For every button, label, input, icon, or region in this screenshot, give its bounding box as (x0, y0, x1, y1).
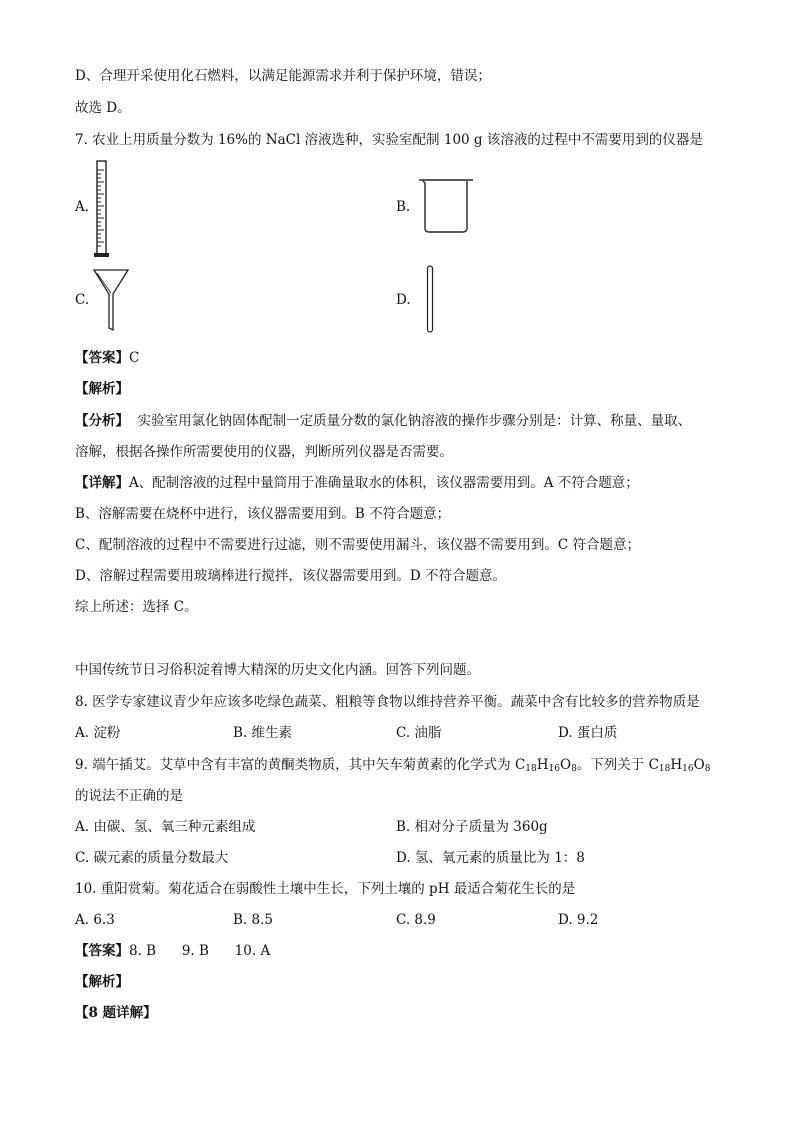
prev-option-d-text: D、合理开采使用化石燃料，以满足能源需求并利于保护环境，错误； (75, 68, 491, 84)
q9-option-c: C. 碳元素的质量分数最大 (75, 850, 229, 866)
q9-stem-mid: 。下列关于 C (576, 757, 659, 773)
q7-detail-a (75, 474, 639, 492)
q9-option-a: A. 由碳、氢、氧三种元素组成 (75, 819, 256, 835)
q7-detail-d: D、溶解过程需要用玻璃棒进行搅拌，该仪器需要用到。D 不符合题意。 (75, 568, 506, 584)
q9-option-b: B. 相对分子质量为 360g (396, 819, 548, 835)
glass-rod-icon (426, 265, 434, 333)
q8-option-c: C. 油脂 (396, 725, 442, 741)
q9-sub-h2: 16 (682, 764, 694, 774)
q7-detail-b: B、溶解需要在烧杯中进行，该仪器需要用到。B 不符合题意； (75, 506, 451, 522)
q10-option-c: C. 8.9 (396, 912, 436, 928)
q8-option-b: B. 维生素 (233, 725, 293, 741)
q10-option-a: A. 6.3 (75, 912, 115, 928)
beaker-icon (417, 177, 475, 235)
q8-option-a: A. 淀粉 (75, 725, 121, 741)
group-intro: 中国传统节日习俗积淀着博大精深的历史文化内涵。回答下列问题。 (75, 662, 480, 678)
q9-sub-o: 8 (571, 764, 577, 774)
q7-option-a-label: A. (75, 199, 90, 215)
q7-option-d-label: D. (396, 292, 411, 308)
group-answers-text: 8. B 9. B 10. A (129, 943, 271, 959)
q10-option-b: B. 8.5 (233, 912, 273, 928)
q9-stem-line2: 的说法不正确的是 (75, 788, 183, 804)
q9-el-o: O (559, 757, 572, 773)
q7-detail-c: C、配制溶液的过程中不需要进行过滤，则不需要使用漏斗，该仪器不需要用到。C 符合题意； (75, 537, 640, 553)
q7-answer (75, 349, 139, 367)
q8-stem: 8. 医学专家建议青少年应该多吃绿色蔬菜、粗粮等食物以维持营养平衡。蔬菜中含有比较多的营养物质是 (75, 694, 700, 710)
funnel-icon (92, 268, 130, 332)
q7-analysis-tag: 【解析】 (75, 381, 129, 397)
q9-el-h: H (536, 757, 549, 773)
fenxi-tag: 【分析】 (75, 413, 129, 429)
q9-el-h2: H (670, 757, 683, 773)
q8-option-d: D. 蛋白质 (558, 725, 618, 741)
q9-sub-c: 18 (525, 764, 537, 774)
q7-fenxi-line2: 溶解，根据各操作所需要使用的仪器，判断所列仪器是否需要。 (75, 444, 453, 460)
group-answer (75, 942, 270, 960)
q8-detail-tag: 【8 题详解】 (75, 1005, 157, 1021)
q9-el-o2: O (693, 757, 705, 773)
graduated-cylinder-icon (93, 160, 109, 258)
q10-option-d: D. 9.2 (558, 912, 599, 928)
q7-option-b-label: B. (396, 199, 411, 215)
q10-stem: 10. 重阳赏菊。菊花适合在弱酸性土壤中生长，下列土壤的 pH 最适合菊花生长的是 (75, 881, 576, 897)
q9-sub-h: 16 (548, 764, 560, 774)
group-analysis-tag: 【解析】 (75, 974, 129, 990)
q9-sub-o2: 8 (704, 764, 711, 774)
detail-tag: 【详解】 (75, 475, 129, 491)
q7-fenxi-text1: 实验室用氯化钠固体配制一定质量分数的氯化钠溶液的操作步骤分别是：计算、称量、量取、 (137, 413, 692, 429)
q7-detail-a-text: A、配制溶液的过程中量筒用于准确量取水的体积，该仪器需要用到。A 不符合题意； (129, 475, 639, 491)
q9-option-d: D. 氢、氧元素的质量比为 1：8 (396, 850, 585, 866)
q7-option-c-label: C. (75, 292, 90, 308)
q7-summary: 综上所述：选择 C。 (75, 599, 198, 615)
q9-stem (75, 756, 710, 774)
answer-tag: 【答案】 (75, 350, 129, 366)
q7-answer-value: C (129, 350, 140, 366)
q9-sub-c2: 18 (658, 764, 671, 774)
prev-choose-text: 故选 D。 (75, 100, 131, 116)
q9-stem-pre: 9. 端午插艾。艾草中含有丰富的黄酮类物质，其中矢车菊黄素的化学式为 C (75, 757, 526, 773)
q7-stem: 7. 农业上用质量分数为 16%的 NaCl 溶液选种，实验室配制 100 g 该溶液的过程中不需要用到的仪器是 (75, 132, 703, 148)
q7-fenxi-line1 (75, 412, 691, 430)
answer-tag-2: 【答案】 (75, 943, 129, 959)
